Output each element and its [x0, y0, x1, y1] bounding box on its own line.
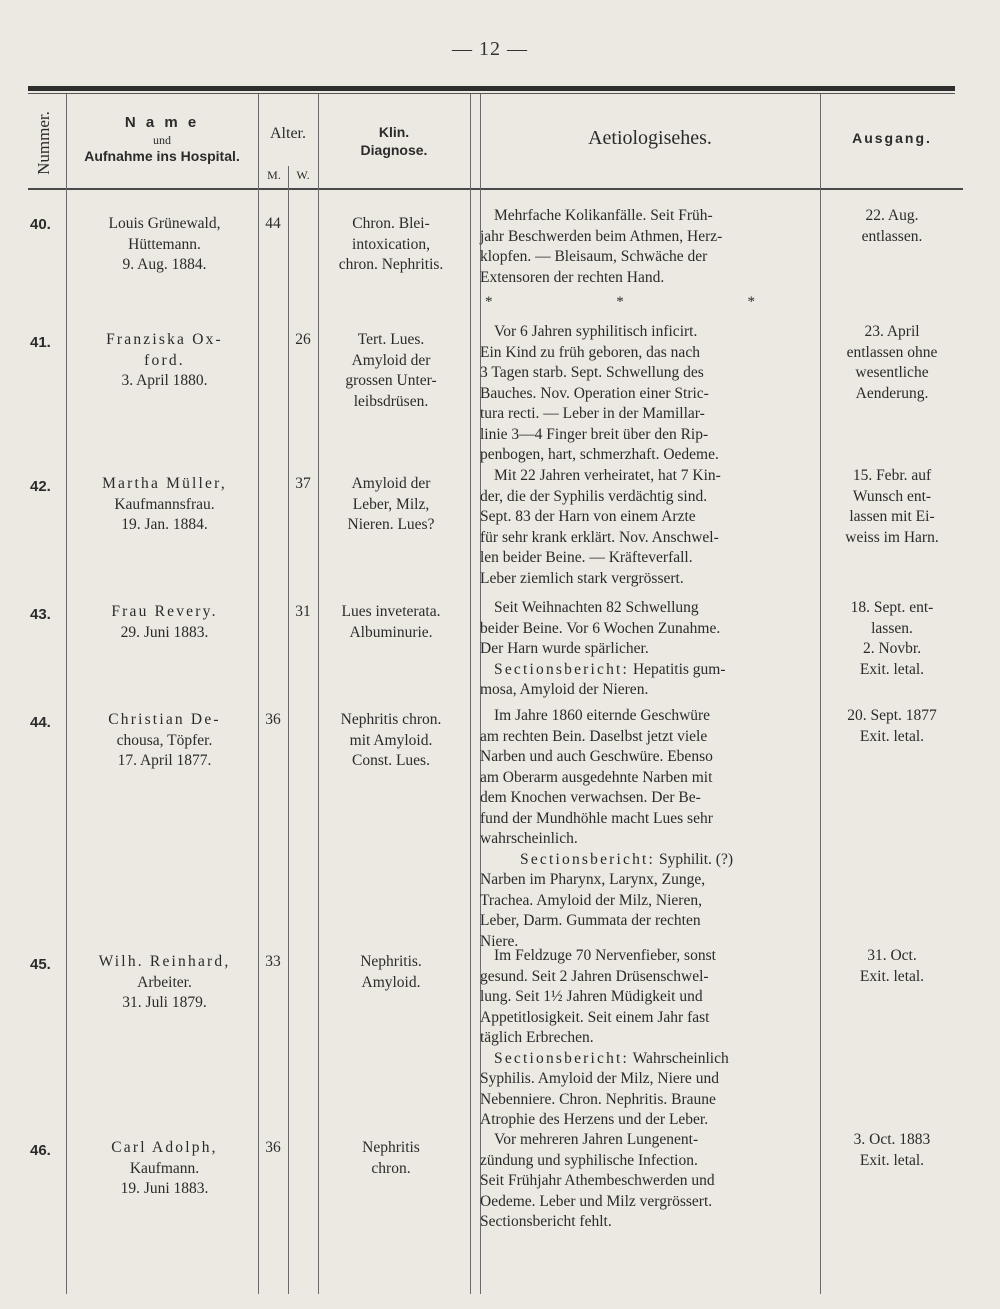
aetiology-line: beider Beine. Vor 6 Wochen Zunahme.: [480, 619, 721, 637]
row-number: 43.: [30, 606, 51, 623]
outcome-line: Exit. letal.: [859, 727, 925, 745]
aetiology-line: Sectionsbericht fehlt.: [480, 1213, 612, 1230]
diagnosis-line: Const. Lues.: [352, 752, 430, 769]
patient-name: [72, 952, 257, 1014]
header-name-line3: Aufnahme ins Hospital.: [84, 147, 240, 164]
aetiology-line: tura recti. — Leber in der Mamillar-: [480, 405, 705, 422]
diagnosis: [318, 952, 464, 993]
name-line: 17. April 1877.: [117, 752, 212, 769]
age-w: 26: [295, 331, 311, 348]
outcome: [822, 706, 962, 747]
section-line: Narben im Pharynx, Larynx, Zunge,: [480, 871, 706, 888]
row-number: 45.: [30, 956, 51, 973]
patient-name: [72, 330, 257, 392]
aetiology-line: Bauches. Nov. Operation einer Stric-: [480, 384, 709, 402]
aetiology: [480, 466, 820, 589]
aetiology-line: Extensoren der rechten Hand.: [480, 268, 665, 286]
name-line: chousa, Töpfer.: [116, 731, 213, 749]
diagnosis-line: Amyloid der: [351, 475, 431, 492]
row-number: 41.: [30, 334, 51, 351]
diagnosis: [318, 474, 464, 536]
header-alter-w: W.: [296, 168, 310, 182]
section-line: Trachea. Amyloid der Milz, Nieren,: [480, 891, 702, 909]
aetiology-line: zündung und syphilische Infection.: [480, 1151, 698, 1169]
section-line: Leber, Darm. Gummata der rechten: [480, 912, 701, 929]
aetiology-line: Seit Weihnachten 82 Schwellung: [494, 599, 699, 616]
aetiology-line: linie 3—4 Finger breit über den Rip-: [480, 425, 709, 443]
aetiology-line: für sehr krank erklärt. Nov. Anschwel-: [480, 528, 719, 546]
name-line: Wilh. Reinhard,: [98, 953, 231, 970]
header-alter: Alter.: [270, 125, 306, 142]
aetiology-line: am Oberarm ausgedehnte Narben mit: [480, 768, 713, 786]
patient-name: [72, 710, 257, 772]
name-line: Hüttemann.: [128, 235, 201, 253]
aetiology-line: Im Feldzuge 70 Nervenfieber, sonst: [494, 947, 716, 964]
aetiology: [480, 706, 820, 952]
column-divider: [258, 94, 259, 1294]
row-number: 42.: [30, 478, 51, 495]
diagnosis-line: Chron. Blei-: [352, 215, 430, 232]
name-line: 29. Juni 1883.: [120, 623, 209, 641]
aetiology-line: der, die der Syphilis verdächtig sind.: [480, 487, 708, 505]
age-w: 31: [295, 603, 311, 620]
aetiology-line: fund der Mundhöhle macht Lues sehr: [480, 809, 713, 827]
diagnosis-line: intoxication,: [352, 235, 430, 253]
aetiology-line: wahrscheinlich.: [480, 830, 578, 847]
header-diagnose-line2: Diagnose.: [360, 141, 428, 158]
section-line: Syphilis. Amyloid der Milz, Niere und: [480, 1070, 719, 1087]
patient-name: [72, 1138, 257, 1200]
top-rule: [28, 86, 955, 91]
name-line: Franziska Ox-: [106, 331, 223, 348]
column-divider: [820, 94, 821, 1294]
section-label: Sectionsbericht:: [494, 660, 630, 678]
aetiology-line: klopfen. — Bleisaum, Schwäche der: [480, 248, 708, 265]
row-number: 40.: [30, 216, 51, 233]
aetiology-line: am rechten Bein. Daselbst jetzt viele: [480, 727, 708, 745]
age-m: 44: [265, 215, 281, 232]
age-m: 33: [265, 953, 281, 970]
outcome-line: Exit. letal.: [859, 660, 925, 678]
diagnosis-line: Amyloid der: [351, 351, 431, 369]
name-line: ford.: [144, 351, 185, 369]
name-line: 9. Aug. 1884.: [122, 256, 207, 273]
outcome-line: 20. Sept. 1877: [847, 707, 937, 724]
patient-name: [72, 474, 257, 536]
age-m: 36: [265, 1139, 281, 1156]
section-label: Sectionsbericht:: [520, 850, 656, 868]
patient-name: [72, 214, 257, 276]
name-line: 19. Jan. 1884.: [121, 516, 208, 533]
header-ausgang: Ausgang.: [852, 130, 932, 146]
outcome-line: 18. Sept. ent-: [850, 599, 934, 616]
outcome-line: Wunsch ent-: [852, 487, 932, 505]
header-diagnose: [320, 124, 468, 159]
header-name-line1: N a m e: [124, 114, 200, 131]
section-line: Atrophie des Herzens und der Leber.: [480, 1111, 709, 1128]
aetiology: [480, 206, 820, 317]
outcome-line: Aenderung.: [855, 384, 929, 402]
aetiology-line: Vor mehreren Jahren Lungenent-: [494, 1131, 699, 1148]
section-label: Sectionsbericht:: [494, 1049, 630, 1067]
outcome-line: entlassen.: [861, 227, 923, 245]
patient-name: [72, 602, 257, 643]
aetiology-line: Vor 6 Jahren syphilitisch inficirt.: [494, 323, 698, 340]
name-line: Kaufmannsfrau.: [114, 495, 215, 513]
section-line: Wahrscheinlich: [629, 1049, 729, 1067]
outcome: [822, 946, 962, 987]
diagnosis-line: Lues inveterata.: [341, 603, 441, 620]
aetiology-line: 3 Tagen starb. Sept. Schwellung des: [480, 364, 704, 381]
outcome-line: 22. Aug.: [865, 207, 919, 224]
name-line: Carl Adolph,: [111, 1139, 218, 1156]
diagnosis-line: chron.: [371, 1159, 411, 1177]
name-line: Christian De-: [108, 711, 221, 728]
aetiology: [480, 598, 820, 701]
aetiology-line: Leber ziemlich stark vergrössert.: [480, 569, 684, 587]
aetiology: [480, 322, 820, 466]
diagnosis-line: Nieren. Lues?: [347, 516, 435, 533]
outcome-line: Exit. letal.: [859, 967, 925, 985]
outcome-line: weiss im Harn.: [845, 528, 939, 546]
aetiology-line: gesund. Seit 2 Jahren Drüsenschwel-: [480, 967, 709, 985]
aetiology-line: jahr Beschwerden beim Athmen, Herz-: [480, 227, 723, 245]
column-divider: [66, 94, 67, 1294]
diagnosis-line: Tert. Lues.: [357, 331, 425, 348]
section-line: Hepatitis gum-: [629, 660, 726, 678]
header-aetiologie: Aetiologisehes.: [588, 127, 712, 149]
aetiology-line: Mit 22 Jahren verheiratet, hat 7 Kin-: [494, 467, 721, 484]
diagnosis: [318, 1138, 464, 1179]
section-line: Syphilit. (?): [655, 850, 734, 868]
header-alter-m: M.: [267, 168, 281, 182]
age-w: 37: [295, 475, 311, 492]
outcome-line: 3. Oct. 1883: [853, 1131, 931, 1148]
diagnosis: [318, 214, 464, 276]
header-name: [68, 114, 256, 165]
aetiology: [480, 1130, 820, 1233]
name-line: Arbeiter.: [137, 973, 192, 991]
aetiology-line: Mehrfache Kolikanfälle. Seit Früh-: [494, 207, 713, 224]
outcome-line: lassen mit Ei-: [849, 508, 935, 525]
column-divider: [470, 94, 471, 1294]
header-rule: [28, 188, 963, 190]
outcome: [822, 598, 962, 680]
diagnosis-line: chron. Nephritis.: [338, 256, 444, 273]
diagnosis: [318, 710, 464, 772]
aetiology: [480, 946, 820, 1131]
name-line: Kaufmann.: [129, 1159, 200, 1177]
header-name-line2: und: [153, 132, 171, 147]
name-line: Louis Grünewald,: [108, 215, 221, 232]
aetiology-line: Narben und auch Geschwüre. Ebenso: [480, 748, 713, 765]
aetiology-line: Sept. 83 der Harn von einem Arzte: [480, 508, 696, 525]
aetiology-line: Oedeme. Leber und Milz vergrössert.: [480, 1192, 713, 1210]
aetiology-line: Seit Frühjahr Athembeschwerden und: [480, 1172, 715, 1189]
name-line: 3. April 1880.: [121, 372, 208, 389]
name-line: Frau Revery.: [111, 603, 218, 620]
separator-stars: * * *: [485, 294, 815, 310]
outcome: [822, 206, 962, 247]
diagnosis-line: Albuminurie.: [349, 623, 433, 641]
outcome-line: Exit. letal.: [859, 1151, 925, 1169]
aetiology-line: Im Jahre 1860 eiternde Geschwüre: [494, 707, 711, 724]
outcome: [822, 322, 962, 404]
section-line: Niere.: [480, 932, 519, 950]
row-number: 44.: [30, 714, 51, 731]
aetiology-line: len beider Beine. — Kräfteverfall.: [480, 549, 693, 566]
header-diagnose-line1: Klin.: [378, 124, 410, 140]
section-line: Nebenniere. Chron. Nephritis. Braune: [480, 1090, 716, 1108]
diagnosis-line: leibsdrüsen.: [353, 392, 429, 410]
row-number: 46.: [30, 1142, 51, 1159]
diagnosis: [318, 330, 464, 412]
outcome-line: wesentliche: [855, 364, 929, 381]
diagnosis-line: mit Amyloid.: [349, 731, 433, 749]
diagnosis-line: Leber, Milz,: [352, 495, 430, 513]
outcome-line: lassen.: [871, 619, 913, 637]
page-number: — 12 —: [452, 38, 528, 60]
diagnosis-line: Nephritis chron.: [340, 711, 442, 728]
name-line: 19. Juni 1883.: [120, 1180, 209, 1197]
top-rule-thin: [28, 93, 955, 94]
outcome: [822, 1130, 962, 1171]
header-nummer-label: Nummer.: [34, 110, 53, 175]
aetiology-line: Der Harn wurde spärlicher.: [480, 640, 649, 657]
age-m: 36: [265, 711, 281, 728]
aetiology-line: dem Knochen verwachsen. Der Be-: [480, 789, 701, 806]
header-nummer: [31, 100, 57, 185]
name-line: 31. Juli 1879.: [122, 994, 207, 1011]
diagnosis-line: Nephritis.: [360, 953, 422, 970]
outcome-line: entlassen ohne: [846, 343, 938, 361]
outcome-line: 23. April: [864, 323, 920, 340]
aetiology-line: täglich Erbrechen.: [480, 1029, 594, 1046]
name-line: Martha Müller,: [102, 475, 227, 492]
aetiology-line: Appetitlosigkeit. Seit einem Jahr fast: [480, 1008, 710, 1026]
diagnosis-line: Nephritis: [362, 1139, 420, 1156]
outcome-line: 31. Oct.: [867, 947, 917, 964]
outcome-line: 15. Febr. auf: [852, 467, 932, 484]
section-line: mosa, Amyloid der Nieren.: [480, 681, 649, 698]
diagnosis-line: Amyloid.: [361, 973, 421, 991]
diagnosis: [318, 602, 464, 643]
aetiology-line: penbogen, hart, schmerzhaft. Oedeme.: [480, 446, 719, 463]
aetiology-line: Ein Kind zu früh geboren, das nach: [480, 343, 700, 361]
outcome-line: 2. Novbr.: [862, 640, 922, 657]
outcome: [822, 466, 962, 548]
aetiology-line: lung. Seit 1½ Jahren Müdigkeit und: [480, 988, 703, 1005]
diagnosis-line: grossen Unter-: [345, 372, 437, 389]
